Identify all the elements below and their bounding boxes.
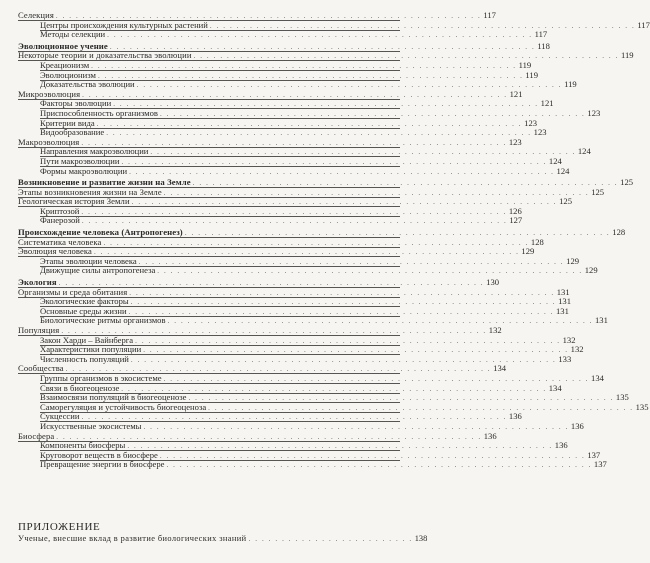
toc-entry-page: 128: [530, 236, 544, 247]
toc-entry-page: 135: [615, 392, 629, 403]
toc-entry-page: 132: [562, 334, 576, 345]
toc-entry-page: 129: [584, 265, 598, 276]
dot-leader: . . . . . . . . . . . . . . . . . . . . . . . . . . . . . . . . . . . . . . . . . . . . . . . . . . . . . . . . . . . . . . . .: [61, 327, 487, 335]
dot-leader: . . . . . . . . . . . . . . . . . . . . . . . . . . . . . . . . . . . . . . . . . . . . . . . . . . . . . . . . . . . . . . . .: [163, 374, 590, 383]
toc-entry-page: 126: [508, 205, 522, 216]
toc-entry-title: Движущие силы антропогенеза: [40, 265, 156, 276]
toc-entry-page: 129: [521, 246, 535, 257]
dot-leader: . . . . . . . . . . . . . . . . . . . . . . . . . . . . . . . . . . . . . . . . . . . . . . . . . . . . . . . . . . . . . . . .: [96, 119, 523, 128]
toc-row[interactable]: [18, 315, 608, 326]
toc-entry-title: Фанерозой: [40, 215, 80, 226]
dot-leader: . . . . . . . . . . . . . . . . . . . . . . . . . . . . . . . . . . . . . . . . . . . . . . . . . . . . . . . . . . . . . . . .: [209, 21, 636, 30]
toc-entry-page: 123: [587, 107, 601, 118]
toc-entry-title: Приспособленность организмов: [40, 107, 158, 118]
toc-entry-title: Факторы эволюции: [40, 98, 112, 109]
toc-entry-page: 131: [556, 305, 569, 316]
dot-leader: . . . . . . . . . . . . . . . . . . . . . . . . . . . . . . . . . . . . . . . . . . . . . . . . . . . . . . . . . . . . . . . .: [159, 109, 586, 118]
toc-entry-page: 136: [570, 420, 584, 431]
toc-row[interactable]: [18, 353, 572, 365]
toc-row[interactable]: [18, 420, 584, 432]
toc-entry-page: 131: [556, 286, 570, 297]
toc-entry-title: Круговорот веществ в биосфере: [40, 449, 158, 460]
dot-leader: . . . . . . . . . . . . . . . . . . . . . . . . . . . . . . . . . . . . . . . . . . . . . . . . . . . . . . . . . . . . . . . .: [109, 42, 536, 51]
toc-entry-page: 137: [593, 459, 607, 470]
dot-leader: . . . . . . . . . . . . . . . . . . . . . . . . . . . . . . . . . . . . . . . . . . . . . . . . . . . . . . . . . . . . . . . .: [81, 207, 507, 216]
toc-entry-page: 124: [577, 146, 591, 157]
dot-leader: . . . . . . . . . . . . . . . . . . . . . . . . . . . . . . . . . . . . . . . . . . . . . . . . . . . . . . . . . . . . . . . .: [159, 451, 586, 460]
dot-leader: . . . . . . . . . . . . . . . . . . . . . . . . . . . . . . . . . . . . . . . . . . . . . . . . . . . . . . . . . . . . . . . .: [121, 157, 547, 166]
toc-entry-title: Пути макроэволюции: [40, 155, 120, 166]
toc-entry-title: Формы макроэволюции: [40, 165, 128, 176]
dot-leader: . . . . . . . . . . . . . . . . . . . . . . . . . . . . . . . . . . . . . . . . . . . . . . . . . . . . . . . . . . . . . . . .: [129, 167, 555, 176]
toc-entry-page: 125: [620, 177, 634, 188]
toc-entry-title: Закон Харди – Вайнберга: [40, 334, 134, 345]
dot-leader: . . . . . . . . . . . . . . . . . . . . . . . . . . . . . . . . . . . . . . . . . . . . . . . . . . . . . . . . . . . . . . . .: [184, 229, 611, 238]
toc-entry-page: 119: [564, 79, 577, 90]
dot-leader: . . . . . . . . . . . . . . . . . . . . . . . . . . . . . . . . . . . . . . . . . . . . . . . . . . . . . . . . . . . . . . . .: [167, 317, 593, 326]
toc-entry-title: Некоторые теории и доказательства эволюции: [18, 50, 192, 61]
toc-entry-page: 119: [518, 59, 532, 70]
toc-entry-title: Группы организмов в экосистеме: [40, 372, 162, 383]
toc-entry-page: 129: [566, 255, 580, 266]
toc-row[interactable]: [18, 29, 548, 40]
toc-entry-page: 134: [591, 372, 604, 383]
toc-entry-page: 138: [414, 534, 428, 543]
dot-leader: . . . . . . . . . . . . . . . . . . . . . . . . . . . . . . . . . . . . . . . . . . . . . . . . . . . . . . . . . . . . . . . .: [135, 336, 561, 345]
dot-leader: . . . . . . . . . . . . . . . . . . . . . . . . . . . . . . . . . . . . . . . . . . . . . . . . . . . . . . . . . . . . . . . .: [166, 461, 592, 470]
dot-leader: . . . . . . . . . . . . . . . . . . . . . . . . . . . . . . . . . . . . . . . . . . . . . . . . . . . . . . . . . . . . . . . .: [97, 71, 524, 80]
dot-leader: . . . . . . . . . . . . . . . . . . . . . . . . . . . . . . . . . . . . . . . . . . . . . . . . . . . . . . . . . . . . . . . .: [157, 267, 583, 276]
toc-entry-title: Селекция: [18, 10, 54, 20]
toc-entry-page: 132: [488, 325, 502, 335]
toc-entry-page: 123: [533, 127, 547, 138]
toc-entry-page: 134: [548, 382, 562, 393]
toc-entry-title: Геологическая история Земли: [18, 196, 130, 207]
toc-entry-page: 123: [524, 117, 538, 128]
dot-leader: . . . . . . . . . . . . . . . . . . . . . . . . . . . . . . . . . . . . . . . . . . . . . . . . . . . . . . . . . . . . . . . .: [143, 422, 569, 431]
dot-leader: . . . . . . . . . . . . . . . . . . . . . . . . . . . . . . . . . . . . . . . . . . . . . . . . . . . . . . . . . . . . . . . .: [81, 217, 508, 226]
toc-entry-title: Организмы и среда обитания: [18, 286, 128, 297]
toc-entry-page: 117: [534, 29, 548, 40]
toc-entry-title: Центры происхождения культурных растений: [40, 19, 208, 30]
toc-entry-title: Этапы эволюции человека: [40, 255, 137, 266]
toc-entry-page: 137: [587, 449, 601, 460]
toc-entry-page: 118: [537, 40, 550, 51]
toc-row[interactable]: [18, 165, 570, 177]
toc-entry-title: Происхождение человека (Антропогенез): [18, 227, 183, 238]
dot-leader: . . . . . . . . . . . . . . . . . . . . . . . . . . . . . . . . . . . . . . . . . . . . . . . . . . . . . . . . . . . . . . . .: [107, 31, 533, 40]
toc-entry-title: Критерии вида: [40, 117, 95, 128]
toc-entry-page: 136: [554, 440, 568, 451]
toc-entry-page: 136: [508, 411, 522, 422]
toc-entry-title: Численность популяций: [40, 353, 129, 364]
dot-leader: . . . . . . . . . . . . . . . . . . . . . . . . .: [248, 535, 413, 543]
toc-entry-page: 130: [486, 277, 500, 288]
toc-entry-title: Популяция: [18, 325, 60, 335]
dot-leader: . . . . . . . . . . . . . . . . . . . . . . . . . . . . . . . . . . . . . . . . . . . . . . . . . . . . . . . . . . . . . . . .: [128, 307, 554, 316]
toc-entry-page: 121: [509, 88, 523, 99]
toc-entry-page: 124: [556, 165, 570, 176]
toc-entry-title: Биосфера: [18, 430, 55, 441]
dot-leader: . . . . . . . . . . . . . . . . . . . . . . . . . . . . . . . . . . . . . . . . . . . . . . . . . . . . . . . . . . . . . . . .: [130, 355, 557, 364]
dot-leader: . . . . . . . . . . . . . . . . . . . . . . . . . . . . . . . . . . . . . . . . . . . . . . . . . . . . . . . . . . . . . . . .: [106, 129, 532, 138]
dot-leader: . . . . . . . . . . . . . . . . . . . . . . . . . . . . . . . . . . . . . . . . . . . . . . . . . . . . . . . . . . . . . . . .: [208, 403, 634, 412]
toc-entry-page: 117: [637, 19, 650, 30]
toc-entry-title: Систематика человека: [18, 236, 102, 247]
toc-entry-title: Сообщества: [18, 363, 64, 374]
dot-leader: . . . . . . . . . . . . . . . . . . . . . . . . . . . . . . . . . . . . . . . . . . . . . . . . . . . . . . . . . . . . . . . .: [136, 81, 563, 90]
toc-entry-title: Сукцессии: [40, 411, 80, 422]
dot-leader: . . . . . . . . . . . . . . . . . . . . . . . . . . . . . . . . . . . . . . . . . . . . . . . . . . . . . . . . . . . . . . . .: [121, 384, 547, 393]
toc-entry-page: 119: [525, 69, 538, 80]
toc-entry-title: Доказательства эволюции: [40, 79, 135, 90]
toc-entry-title: Ученые, внесшие вклад в развитие биологических знаний: [18, 534, 247, 543]
dot-leader: . . . . . . . . . . . . . . . . . . . . . . . . . . . . . . . . . . . . . . . . . . . . . . . . . . . . . . . . . . . . . . . .: [150, 148, 576, 157]
dot-leader: . . . . . . . . . . . . . . . . . . . . . . . . . . . . . . . . . . . . . . . . . . . . . . . . . . . . . . . . . . . . . . . .: [81, 138, 507, 147]
toc-entry-page: 133: [558, 353, 572, 364]
toc-entry-title: Компоненты биосферы: [40, 440, 126, 451]
toc-entry-title: Экологические факторы: [40, 296, 129, 307]
toc-entry-page: 125: [591, 186, 605, 197]
toc-entry-page: 117: [483, 10, 496, 20]
toc-entry-title: Креационизм: [40, 59, 90, 70]
toc-entry-page: 121: [540, 98, 554, 109]
toc-entry-page: 134: [493, 363, 507, 374]
dot-leader: . . . . . . . . . . . . . . . . . . . . . . . . . . . . . . . . . . . . . . . . . . . . . . . . . . . . . . . . . . . . . . . .: [91, 61, 517, 70]
toc-entry-title: Эволюционное учение: [18, 40, 108, 51]
toc-entry-title: Возникновение и развитие жизни на Земле: [18, 177, 191, 188]
toc-entry-title: Основные среды жизни: [40, 305, 127, 316]
toc-entry-title: Связи в биогеоценозе: [40, 382, 120, 393]
toc-row[interactable]: [18, 215, 523, 226]
toc-entry-page: 131: [558, 296, 572, 307]
dot-leader: . . . . . . . . . . . . . . . . . . . . . . . . . . . . . . . . . . . . . . . . . . . . . . . . . . . . . . . . . . . . . . . .: [192, 179, 619, 188]
toc-entry-title: Эволюция человека: [18, 246, 92, 257]
toc-entry-title: Характеристики популяции: [40, 344, 142, 355]
dot-leader: . . . . . . . . . . . . . . . . . . . . . . . . . . . . . . . . . . . . . . . . . . . . . . . . . . . . . . . . . . . . . . . .: [188, 394, 614, 403]
dot-leader: . . . . . . . . . . . . . . . . . . . . . . . . . . . . . . . . . . . . . . . . . . . . . . . . . . . . . . . . . . . . . . . .: [65, 365, 492, 374]
dot-leader: . . . . . . . . . . . . . . . . . . . . . . . . . . . . . . . . . . . . . . . . . . . . . . . . . . . . . . . . . . . . . . . .: [82, 90, 508, 99]
toc-entry-title: Экология: [18, 277, 57, 288]
toc-row-appendix[interactable]: [18, 534, 428, 544]
toc-entry-title: Искусственные экосистемы: [40, 420, 142, 431]
toc-entry-page: 128: [612, 227, 626, 238]
toc-entry-title: Биологические ритмы организмов: [40, 315, 166, 326]
dot-leader: . . . . . . . . . . . . . . . . . . . . . . . . . . . . . . . . . . . . . . . . . . . . . . . . . . . . . . . . . . . . . . . .: [103, 238, 529, 247]
toc-entry-title: Взаимосвязи популяций в биогеоценозе: [40, 392, 187, 403]
toc-entry-title: Этапы возникновения жизни на Земле: [18, 186, 162, 197]
dot-leader: . . . . . . . . . . . . . . . . . . . . . . . . . . . . . . . . . . . . . . . . . . . . . . . . . . . . . . . . . . . . . . . .: [81, 413, 507, 422]
toc-row[interactable]: [18, 265, 598, 276]
toc-entry-title: Микроэволюция: [18, 88, 81, 99]
dot-leader: . . . . . . . . . . . . . . . . . . . . . . . . . . . . . . . . . . . . . . . . . . . . . . . . . . . . . . . . . . . . . . . .: [138, 257, 565, 266]
toc-entry-title: Видообразование: [40, 127, 105, 138]
dot-leader: . . . . . . . . . . . . . . . . . . . . . . . . . . . . . . . . . . . . . . . . . . . . . . . . . . . . . . . . . . . . . . . .: [193, 52, 619, 61]
dot-leader: . . . . . . . . . . . . . . . . . . . . . . . . . . . . . . . . . . . . . . . . . . . . . . . . . . . . . . . . . . . . . . . .: [143, 346, 569, 355]
toc-entry-title: Методы селекции: [40, 29, 106, 40]
toc-entry-page: 131: [595, 315, 608, 326]
table-of-contents: [18, 10, 650, 470]
toc-entry-title: Эволюционизм: [40, 69, 96, 80]
toc-row[interactable]: [18, 459, 607, 470]
toc-entry-page: 123: [508, 136, 522, 147]
toc-entry-page: 125: [559, 196, 572, 207]
appendix-heading: ПРИЛОЖЕНИЕ: [18, 521, 101, 533]
toc-entry-page: 127: [509, 215, 523, 226]
toc-entry-title: Саморегуляция и устойчивость биогеоценоза: [40, 401, 207, 412]
toc-entry-page: 132: [570, 344, 584, 355]
dot-leader: . . . . . . . . . . . . . . . . . . . . . . . . . . . . . . . . . . . . . . . . . . . . . . . . . . . . . . . . . . . . . . . .: [56, 432, 482, 441]
toc-entry-page: 124: [548, 155, 562, 166]
toc-entry-page: 136: [483, 430, 497, 441]
toc-entry-title: Макроэволюция: [18, 136, 80, 147]
dot-leader: . . . . . . . . . . . . . . . . . . . . . . . . . . . . . . . . . . . . . . . . . . . . . . . . . . . . . . . . . . . . . . . .: [58, 279, 485, 288]
dot-leader: . . . . . . . . . . . . . . . . . . . . . . . . . . . . . . . . . . . . . . . . . . . . . . . . . . . . . . . . . . . . . . . .: [55, 12, 482, 20]
dot-leader: . . . . . . . . . . . . . . . . . . . . . . . . . . . . . . . . . . . . . . . . . . . . . . . . . . . . . . . . . . . . . . . .: [163, 188, 590, 197]
toc-entry-title: Превращение энергии в биосфере: [40, 459, 165, 470]
toc-entry-title: Криптозой: [40, 205, 80, 216]
dot-leader: . . . . . . . . . . . . . . . . . . . . . . . . . . . . . . . . . . . . . . . . . . . . . . . . . . . . . . . . . . . . . . . .: [129, 288, 555, 297]
dot-leader: . . . . . . . . . . . . . . . . . . . . . . . . . . . . . . . . . . . . . . . . . . . . . . . . . . . . . . . . . . . . . . . .: [131, 198, 558, 207]
dot-leader: . . . . . . . . . . . . . . . . . . . . . . . . . . . . . . . . . . . . . . . . . . . . . . . . . . . . . . . . . . . . . . . .: [113, 100, 539, 109]
dot-leader: . . . . . . . . . . . . . . . . . . . . . . . . . . . . . . . . . . . . . . . . . . . . . . . . . . . . . . . . . . . . . . . .: [130, 298, 557, 307]
dot-leader: . . . . . . . . . . . . . . . . . . . . . . . . . . . . . . . . . . . . . . . . . . . . . . . . . . . . . . . . . . . . . . . .: [127, 442, 553, 451]
toc-entry-title: Направления макроэволюции: [40, 146, 149, 157]
toc-entry-page: 135: [635, 401, 649, 412]
toc-entry-page: 119: [620, 50, 634, 61]
dot-leader: . . . . . . . . . . . . . . . . . . . . . . . . . . . . . . . . . . . . . . . . . . . . . . . . . . . . . . . . . . . . . . . .: [93, 248, 520, 257]
